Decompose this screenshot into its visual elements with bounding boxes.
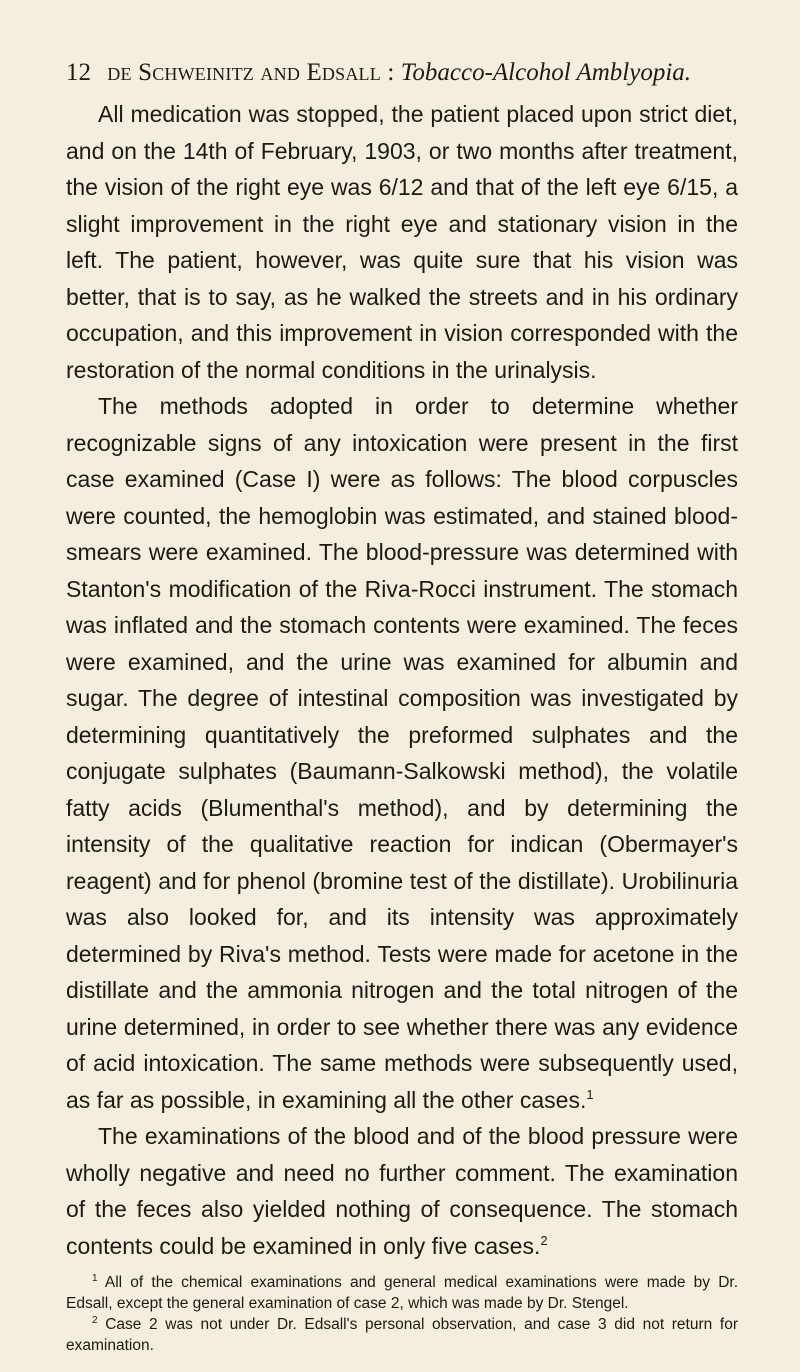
footnote-text: All of the chemical examinations and general medical examinations were made by Dr. Edsall, except the general examination of case 2, which was made by Dr. Stengel. bbox=[66, 1274, 739, 1312]
paragraph-text: The methods adopted in order to determine whether recognizable signs of any intoxication were present in the first case examined (Case I) were as follows: The blood corpuscles were counted, the hemoglobin was estimated, and stained blood-smears were examined. The blood-pressure was determined with Stanton's modification of the Riva-Rocci instrument. The stomach was inflated and the stomach contents were examined. The feces were examined, and the urine was examined for albumin and sugar. The degree of intestinal composition was investigated by determining quantitatively the preformed sulphates and the conjugate sulphates (Baumann-Salkowski method), the volatile fatty acids (Blumenthal's method), and by determining the intensity of the qualitative reaction for indican (Obermayer's reagent) and for phenol (bromine test of the distillate). Urobilinuria was also looked for, and its intensity was approximately determined by Riva's method. Tests were made for acetone in the distillate and the ammonia nitrogen and the total nitrogen of the urine determined, in order to see whether there was any evidence of acid intoxication. The same methods were subsequently used, as far as possible, in examining all the other cases. bbox=[66, 393, 738, 1113]
body-text bbox=[66, 96, 738, 1264]
footnote-text: Case 2 was not under Dr. Edsall's personal observation, and case 3 did not return for examination. bbox=[66, 1316, 738, 1354]
paragraph bbox=[66, 1118, 738, 1264]
footnote-reference[interactable]: 2 bbox=[540, 1232, 548, 1248]
paragraph bbox=[66, 388, 738, 1118]
footnote bbox=[66, 1314, 738, 1356]
footnote-marker: 1 bbox=[92, 1273, 98, 1284]
header-title: Tobacco-Alcohol Amblyopia. bbox=[400, 59, 692, 86]
running-header bbox=[66, 58, 738, 88]
footnote bbox=[66, 1272, 738, 1314]
paragraph-text: The examinations of the blood and of the blood pressure were wholly negative and need no further comment. The examination of the feces also yielded nothing of consequence. The stomach contents could be examined in only five cases. bbox=[66, 1123, 738, 1259]
paragraph-text: All medication was stopped, the patient placed upon strict diet, and on the 14th of February, 1903, or two months after treatment, the vision of the right eye was 6/12 and that of the left eye 6/15, a slight improvement in the right eye and stationary vision in the left. The patient, however, was quite sure that his vision was better, that is to say, as he walked the streets and in his ordinary occupation, and this improvement in vision corresponded with the restoration of the normal conditions in the urinalysis. bbox=[66, 101, 738, 383]
header-authors: de Schweinitz and Edsall : bbox=[107, 59, 395, 86]
footnotes bbox=[66, 1272, 738, 1356]
page-number: 12 bbox=[66, 59, 91, 86]
paragraph bbox=[66, 96, 738, 388]
footnote-marker: 2 bbox=[92, 1315, 98, 1326]
footnote-reference[interactable]: 1 bbox=[586, 1086, 594, 1102]
